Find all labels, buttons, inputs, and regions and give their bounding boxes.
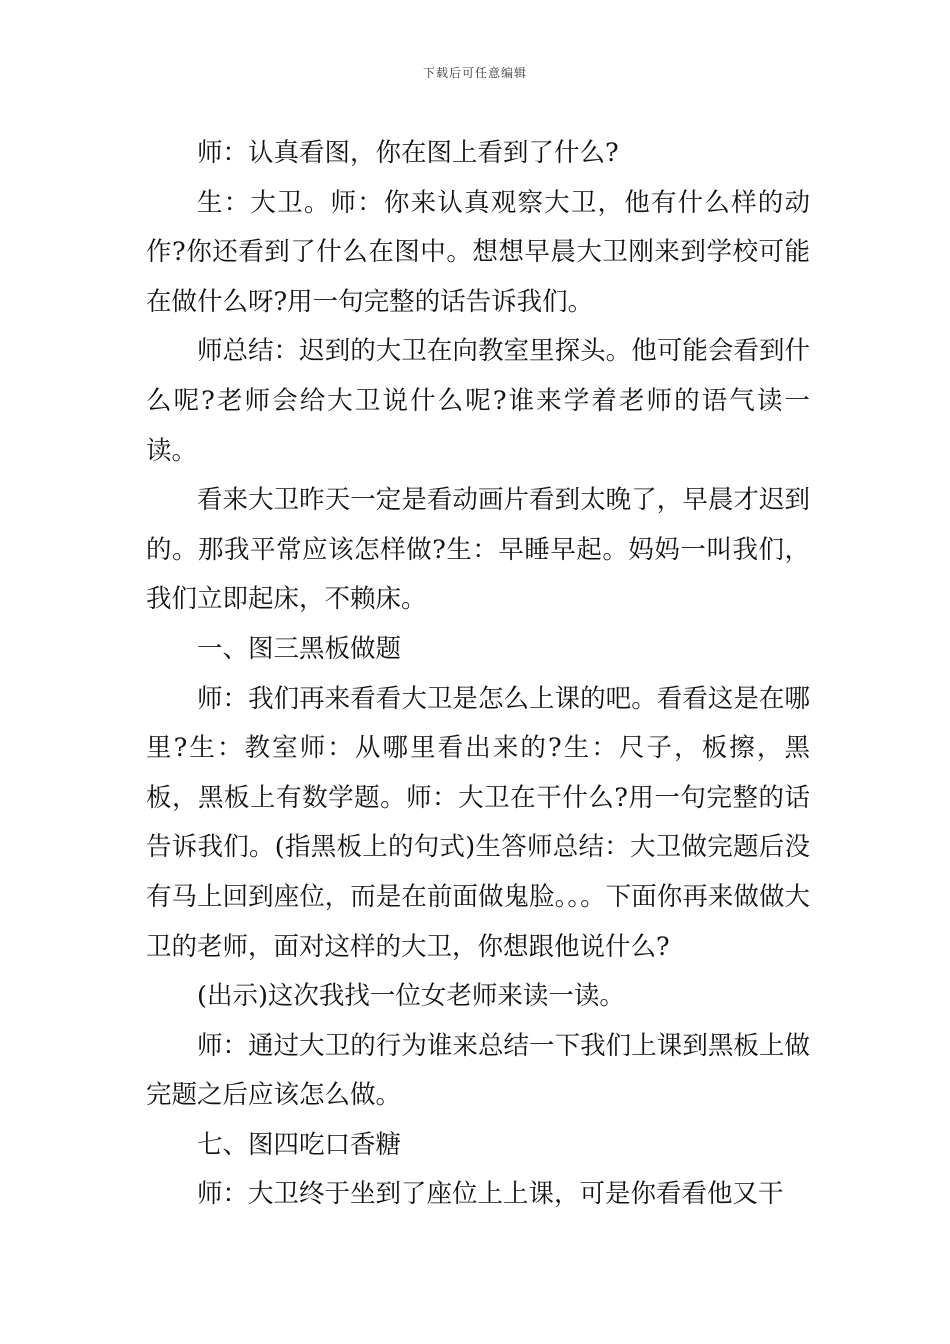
section-heading: 一、图三黑板做题 [197,633,402,664]
paragraph: 师：通过大卫的行为谁来总结一下我们上课到黑板上做完题之后应该怎么做。 [146,1030,810,1111]
paragraph: 师：我们再来看看大卫是怎么上课的吧。看看这是在哪里?生：教室师：从哪里看出来的?生：尺子，板擦，黑板，黑板上有数学题。师：大卫在干什么?用一句完整的话告诉我们。(指黑板上的句式)生答师总结：大卫做完题后没有马上回到座位，而是在前面做鬼脸。。。下面你再来做做大卫的老师，面对这样的大卫，你想跟他说什么? [146,683,810,962]
page-header-note: 下载后可任意编辑 [422,66,527,80]
paragraph: 看来大卫昨天一定是看动画片看到太晚了，早晨才迟到的。那我平常应该怎样做?生：早睡早起。妈妈一叫我们，我们立即起床，不赖床。 [146,485,810,615]
paragraph: 师：大卫终于坐到了座位上上课，可是你看看他又干 [197,1179,784,1210]
paragraph: (出示)这次我找一位女老师来读一读。 [197,981,625,1012]
paragraph: 师总结：迟到的大卫在向教室里探头。他可能会看到什么呢?老师会给大卫说什么呢?谁来学着老师的语气读一读。 [146,336,810,466]
section-heading: 七、图四吃口香糖 [197,1129,402,1160]
paragraph: 生：大卫。师：你来认真观察大卫，他有什么样的动作?你还看到了什么在图中。想想早晨大卫刚来到学校可能在做什么呀?用一句完整的话告诉我们。 [146,187,810,317]
document-body [146,129,810,1220]
paragraph: 师：认真看图，你在图上看到了什么? [197,138,619,168]
